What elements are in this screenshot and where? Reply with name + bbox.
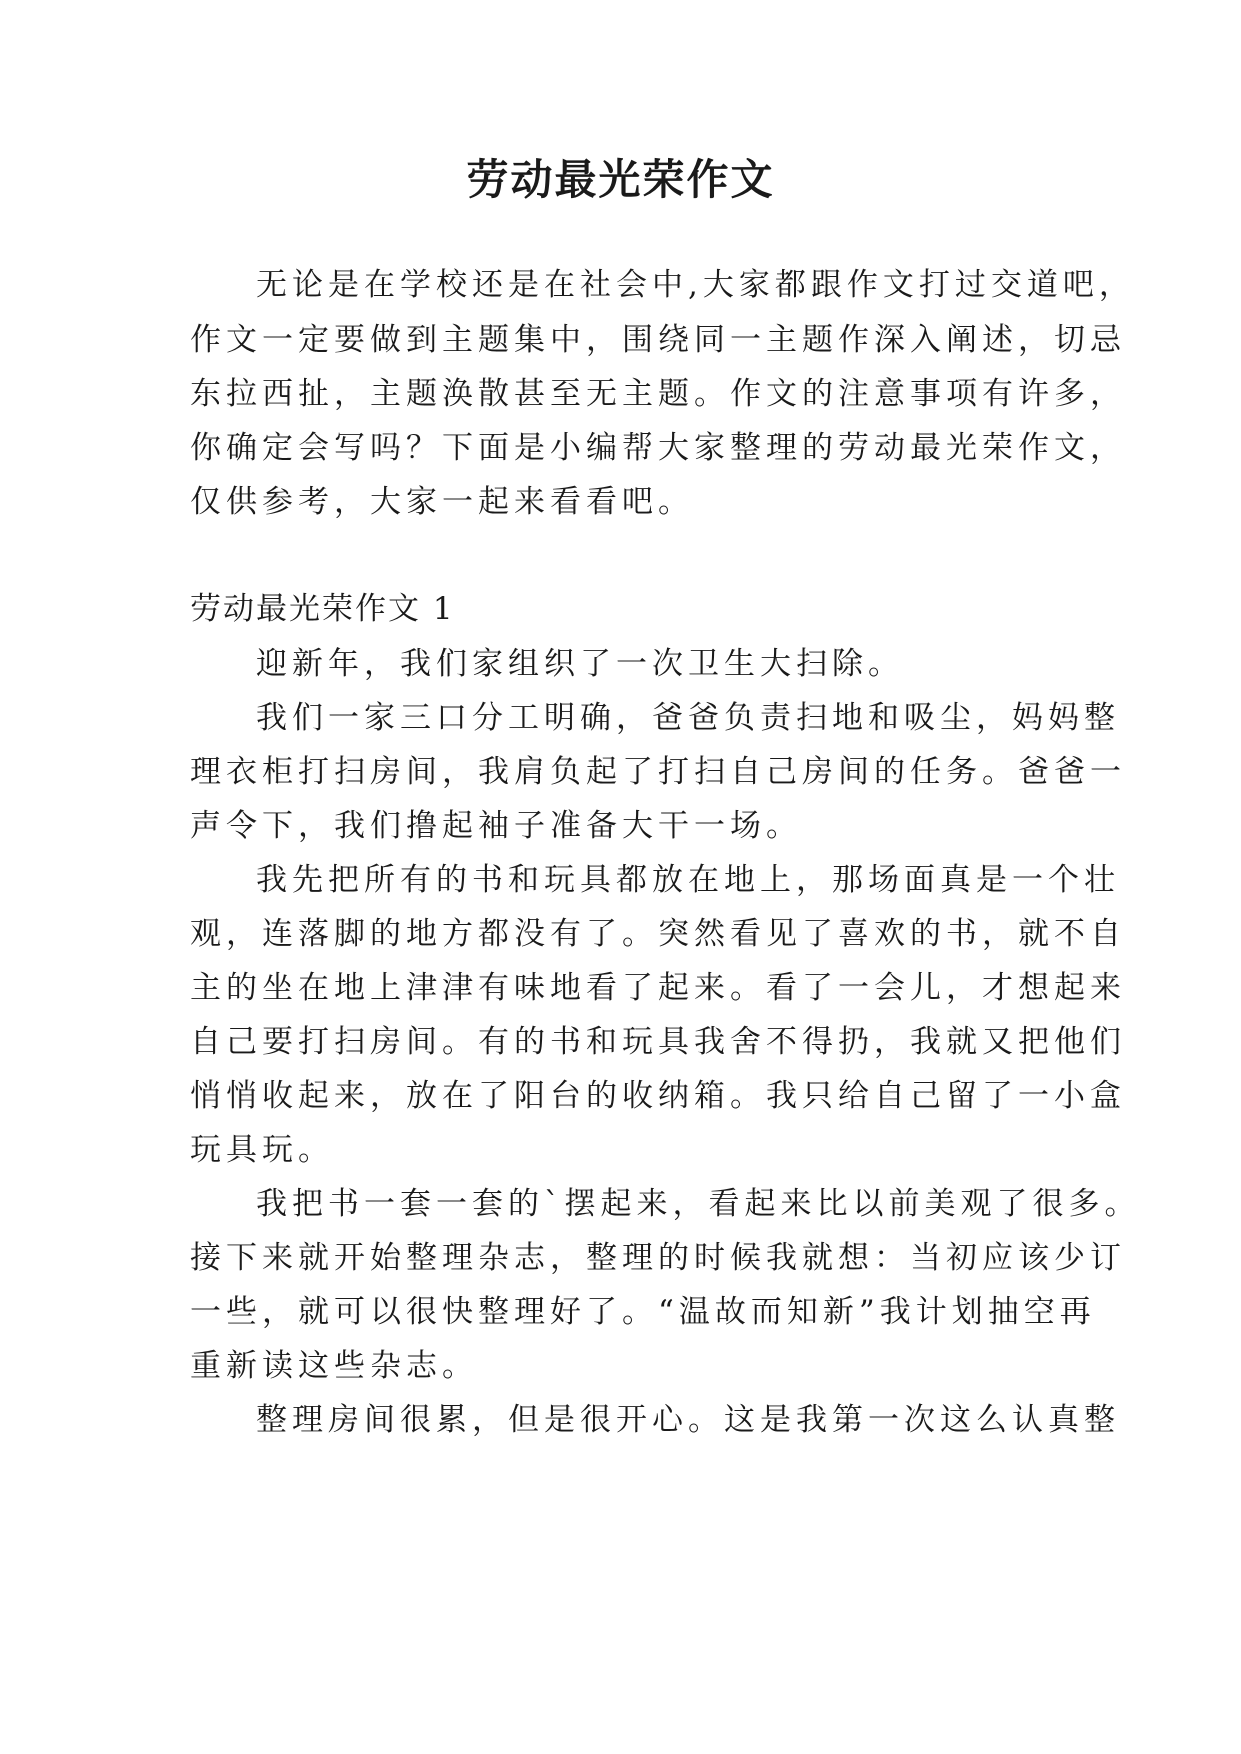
body-line: 我把书一套一套的`摆起来，看起来比以前美观了很多。 <box>256 1186 1141 1222</box>
body-line: 我们一家三口分工明确，爸爸负责扫地和吸尘，妈妈整 <box>256 700 1120 736</box>
intro-line: 仅供参考，大家一起来看看吧。 <box>190 484 694 520</box>
body-line: 接下来就开始整理杂志，整理的时候我就想：当初应该少订 <box>190 1240 1126 1276</box>
intro-line: 无论是在学校还是在社会中,大家都跟作文打过交道吧， <box>256 267 1135 303</box>
body-line: 主的坐在地上津津有味地看了起来。看了一会儿，才想起来 <box>190 970 1126 1006</box>
body-line: 迎新年，我们家组织了一次卫生大扫除。 <box>256 646 904 682</box>
body-line: 理衣柜打扫房间，我肩负起了打扫自己房间的任务。爸爸一 <box>190 754 1126 790</box>
section-heading: 劳动最光荣作文 1 <box>190 591 455 627</box>
body-line: 整理房间很累，但是很开心。这是我第一次这么认真整 <box>256 1402 1120 1438</box>
body-line: 自己要打扫房间。有的书和玩具我舍不得扔，我就又把他们 <box>190 1024 1126 1060</box>
body-line: 我先把所有的书和玩具都放在地上，那场面真是一个壮 <box>256 862 1120 898</box>
body-line: 悄悄收起来，放在了阳台的收纳箱。我只给自己留了一小盒 <box>190 1078 1126 1114</box>
body-line: 一些，就可以很快整理好了。“温故而知新”我计划抽空再 <box>190 1294 1096 1330</box>
body-line: 观，连落脚的地方都没有了。突然看见了喜欢的书，就不自 <box>190 916 1126 952</box>
body-line: 声令下，我们撸起袖子准备大干一场。 <box>190 808 802 844</box>
body-line: 重新读这些杂志。 <box>190 1348 478 1384</box>
intro-line: 作文一定要做到主题集中，围绕同一主题作深入阐述，切忌 <box>190 322 1126 358</box>
document-title: 劳动最光荣作文 <box>466 155 775 204</box>
intro-line: 东拉西扯，主题涣散甚至无主题。作文的注意事项有许多， <box>190 376 1126 412</box>
intro-line: 你确定会写吗？下面是小编帮大家整理的劳动最光荣作文， <box>190 430 1126 466</box>
body-line: 玩具玩。 <box>190 1132 334 1168</box>
